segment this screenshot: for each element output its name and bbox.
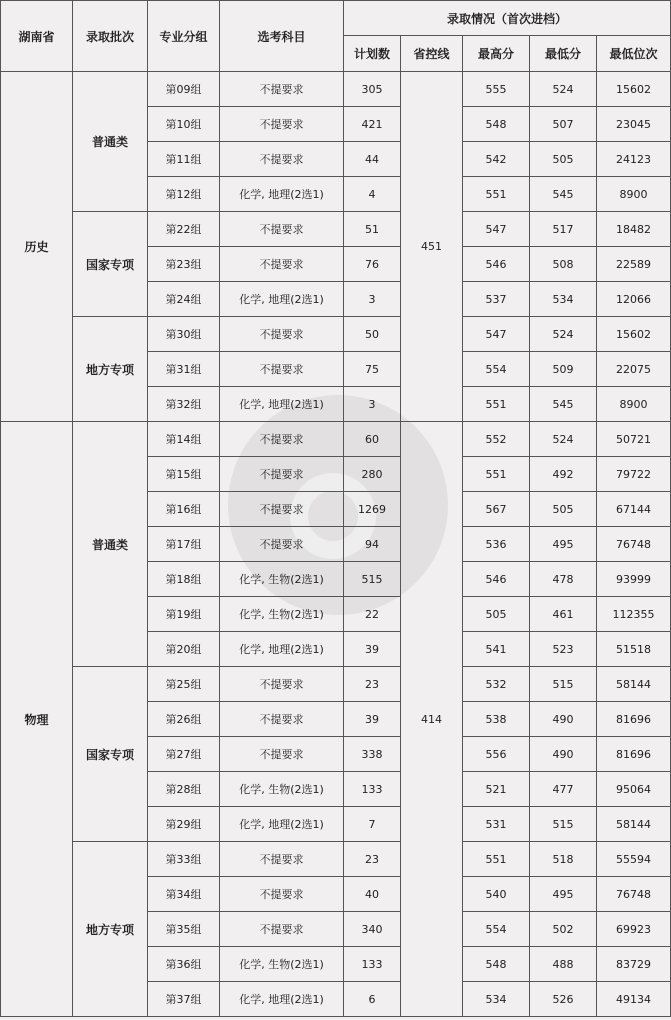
min-rank-cell: 15602 [597,317,671,352]
subjects-cell: 不提要求 [220,492,344,527]
plan-cell: 39 [344,702,401,737]
plan-cell: 4 [344,177,401,212]
plan-cell: 39 [344,632,401,667]
header-group: 专业分组 [148,1,220,72]
header-control: 省控线 [401,36,463,72]
subjects-cell: 化学, 生物(2选1) [220,947,344,982]
subjects-cell: 不提要求 [220,422,344,457]
group-cell: 第33组 [148,842,220,877]
min-rank-cell: 23045 [597,107,671,142]
min-rank-cell: 24123 [597,142,671,177]
min-rank-cell: 55594 [597,842,671,877]
max-score-cell: 505 [463,597,530,632]
table-row [1,72,671,107]
min-rank-cell: 112355 [597,597,671,632]
min-score-cell: 492 [530,457,597,492]
subjects-cell: 化学, 地理(2选1) [220,632,344,667]
batch-name: 普通类 [73,72,148,212]
min-rank-cell: 81696 [597,702,671,737]
plan-cell: 421 [344,107,401,142]
max-score-cell: 536 [463,527,530,562]
subjects-cell: 化学, 地理(2选1) [220,387,344,422]
batch-name: 普通类 [73,422,148,667]
min-score-cell: 490 [530,702,597,737]
header-min: 最低分 [530,36,597,72]
max-score-cell: 552 [463,422,530,457]
min-score-cell: 507 [530,107,597,142]
min-rank-cell: 76748 [597,877,671,912]
min-rank-cell: 22075 [597,352,671,387]
min-rank-cell: 79722 [597,457,671,492]
min-rank-cell: 81696 [597,737,671,772]
group-cell: 第16组 [148,492,220,527]
subjects-cell: 不提要求 [220,842,344,877]
group-cell: 第32组 [148,387,220,422]
min-rank-cell: 8900 [597,177,671,212]
group-cell: 第17组 [148,527,220,562]
control-line-cell: 451 [401,72,463,422]
table-row [1,317,671,352]
subjects-cell: 不提要求 [220,72,344,107]
max-score-cell: 538 [463,702,530,737]
group-cell: 第20组 [148,632,220,667]
min-score-cell: 495 [530,877,597,912]
plan-cell: 94 [344,527,401,562]
max-score-cell: 548 [463,107,530,142]
plan-cell: 515 [344,562,401,597]
plan-cell: 1269 [344,492,401,527]
min-score-cell: 545 [530,177,597,212]
max-score-cell: 551 [463,457,530,492]
group-cell: 第27组 [148,737,220,772]
max-score-cell: 551 [463,177,530,212]
max-score-cell: 554 [463,352,530,387]
min-rank-cell: 8900 [597,387,671,422]
batch-name: 国家专项 [73,212,148,317]
min-score-cell: 478 [530,562,597,597]
plan-cell: 51 [344,212,401,247]
plan-cell: 305 [344,72,401,107]
batch-name: 国家专项 [73,667,148,842]
subjects-cell: 不提要求 [220,142,344,177]
max-score-cell: 546 [463,247,530,282]
subjects-cell: 化学, 地理(2选1) [220,807,344,842]
plan-cell: 23 [344,842,401,877]
max-score-cell: 534 [463,982,530,1017]
min-score-cell: 490 [530,737,597,772]
min-score-cell: 461 [530,597,597,632]
header-rank: 最低位次 [597,36,671,72]
section-name: 历史 [1,72,73,422]
plan-cell: 75 [344,352,401,387]
min-rank-cell: 50721 [597,422,671,457]
max-score-cell: 537 [463,282,530,317]
subjects-cell: 化学, 地理(2选1) [220,282,344,317]
min-score-cell: 515 [530,667,597,702]
subjects-cell: 不提要求 [220,877,344,912]
min-score-cell: 502 [530,912,597,947]
subjects-cell: 不提要求 [220,107,344,142]
control-line-cell: 414 [401,422,463,1017]
plan-cell: 23 [344,667,401,702]
max-score-cell: 532 [463,667,530,702]
min-rank-cell: 15602 [597,72,671,107]
min-score-cell: 526 [530,982,597,1017]
min-rank-cell: 83729 [597,947,671,982]
header-batch: 录取批次 [73,1,148,72]
min-score-cell: 517 [530,212,597,247]
min-score-cell: 515 [530,807,597,842]
plan-cell: 3 [344,387,401,422]
subjects-cell: 化学, 生物(2选1) [220,772,344,807]
plan-cell: 7 [344,807,401,842]
subjects-cell: 不提要求 [220,247,344,282]
max-score-cell: 548 [463,947,530,982]
min-rank-cell: 18482 [597,212,671,247]
min-score-cell: 508 [530,247,597,282]
group-cell: 第25组 [148,667,220,702]
subjects-cell: 不提要求 [220,457,344,492]
min-score-cell: 488 [530,947,597,982]
table-body [1,72,671,1017]
header-subjects: 选考科目 [220,1,344,72]
plan-cell: 60 [344,422,401,457]
group-cell: 第23组 [148,247,220,282]
max-score-cell: 555 [463,72,530,107]
group-cell: 第15组 [148,457,220,492]
header-province: 湖南省 [1,1,73,72]
min-score-cell: 524 [530,72,597,107]
plan-cell: 76 [344,247,401,282]
plan-cell: 40 [344,877,401,912]
group-cell: 第18组 [148,562,220,597]
plan-cell: 44 [344,142,401,177]
max-score-cell: 567 [463,492,530,527]
plan-cell: 3 [344,282,401,317]
max-score-cell: 547 [463,317,530,352]
max-score-cell: 554 [463,912,530,947]
max-score-cell: 551 [463,842,530,877]
group-cell: 第09组 [148,72,220,107]
min-rank-cell: 95064 [597,772,671,807]
min-rank-cell: 49134 [597,982,671,1017]
subjects-cell: 不提要求 [220,667,344,702]
plan-cell: 133 [344,947,401,982]
plan-cell: 22 [344,597,401,632]
subjects-cell: 不提要求 [220,317,344,352]
group-cell: 第28组 [148,772,220,807]
group-cell: 第29组 [148,807,220,842]
max-score-cell: 541 [463,632,530,667]
subjects-cell: 不提要求 [220,212,344,247]
header-max: 最高分 [463,36,530,72]
max-score-cell: 531 [463,807,530,842]
group-cell: 第26组 [148,702,220,737]
group-cell: 第35组 [148,912,220,947]
table-row [1,667,671,702]
subjects-cell: 不提要求 [220,702,344,737]
batch-name: 地方专项 [73,317,148,422]
min-rank-cell: 58144 [597,667,671,702]
group-cell: 第12组 [148,177,220,212]
max-score-cell: 542 [463,142,530,177]
max-score-cell: 547 [463,212,530,247]
min-score-cell: 505 [530,492,597,527]
min-rank-cell: 58144 [597,807,671,842]
min-rank-cell: 12066 [597,282,671,317]
group-cell: 第34组 [148,877,220,912]
plan-cell: 50 [344,317,401,352]
plan-cell: 6 [344,982,401,1017]
min-rank-cell: 67144 [597,492,671,527]
plan-cell: 340 [344,912,401,947]
max-score-cell: 540 [463,877,530,912]
subjects-cell: 不提要求 [220,527,344,562]
plan-cell: 133 [344,772,401,807]
group-cell: 第22组 [148,212,220,247]
subjects-cell: 化学, 地理(2选1) [220,177,344,212]
header-plan: 计划数 [344,36,401,72]
min-rank-cell: 51518 [597,632,671,667]
group-cell: 第10组 [148,107,220,142]
plan-cell: 280 [344,457,401,492]
min-rank-cell: 76748 [597,527,671,562]
min-score-cell: 524 [530,422,597,457]
min-score-cell: 534 [530,282,597,317]
min-score-cell: 509 [530,352,597,387]
group-cell: 第14组 [148,422,220,457]
max-score-cell: 556 [463,737,530,772]
header-admission: 录取情况（首次进档） [344,1,671,36]
group-cell: 第30组 [148,317,220,352]
min-score-cell: 477 [530,772,597,807]
subjects-cell: 化学, 生物(2选1) [220,597,344,632]
min-rank-cell: 69923 [597,912,671,947]
min-rank-cell: 22589 [597,247,671,282]
min-score-cell: 545 [530,387,597,422]
min-score-cell: 505 [530,142,597,177]
section-name: 物理 [1,422,73,1017]
min-score-cell: 518 [530,842,597,877]
subjects-cell: 化学, 地理(2选1) [220,982,344,1017]
max-score-cell: 546 [463,562,530,597]
table-row [1,842,671,877]
subjects-cell: 不提要求 [220,737,344,772]
min-score-cell: 495 [530,527,597,562]
group-cell: 第11组 [148,142,220,177]
group-cell: 第37组 [148,982,220,1017]
min-score-cell: 523 [530,632,597,667]
subjects-cell: 化学, 生物(2选1) [220,562,344,597]
batch-name: 地方专项 [73,842,148,1017]
group-cell: 第31组 [148,352,220,387]
min-score-cell: 524 [530,317,597,352]
plan-cell: 338 [344,737,401,772]
table-row [1,422,671,457]
group-cell: 第24组 [148,282,220,317]
table-row [1,212,671,247]
min-rank-cell: 93999 [597,562,671,597]
subjects-cell: 不提要求 [220,352,344,387]
max-score-cell: 551 [463,387,530,422]
subjects-cell: 不提要求 [220,912,344,947]
group-cell: 第19组 [148,597,220,632]
max-score-cell: 521 [463,772,530,807]
group-cell: 第36组 [148,947,220,982]
